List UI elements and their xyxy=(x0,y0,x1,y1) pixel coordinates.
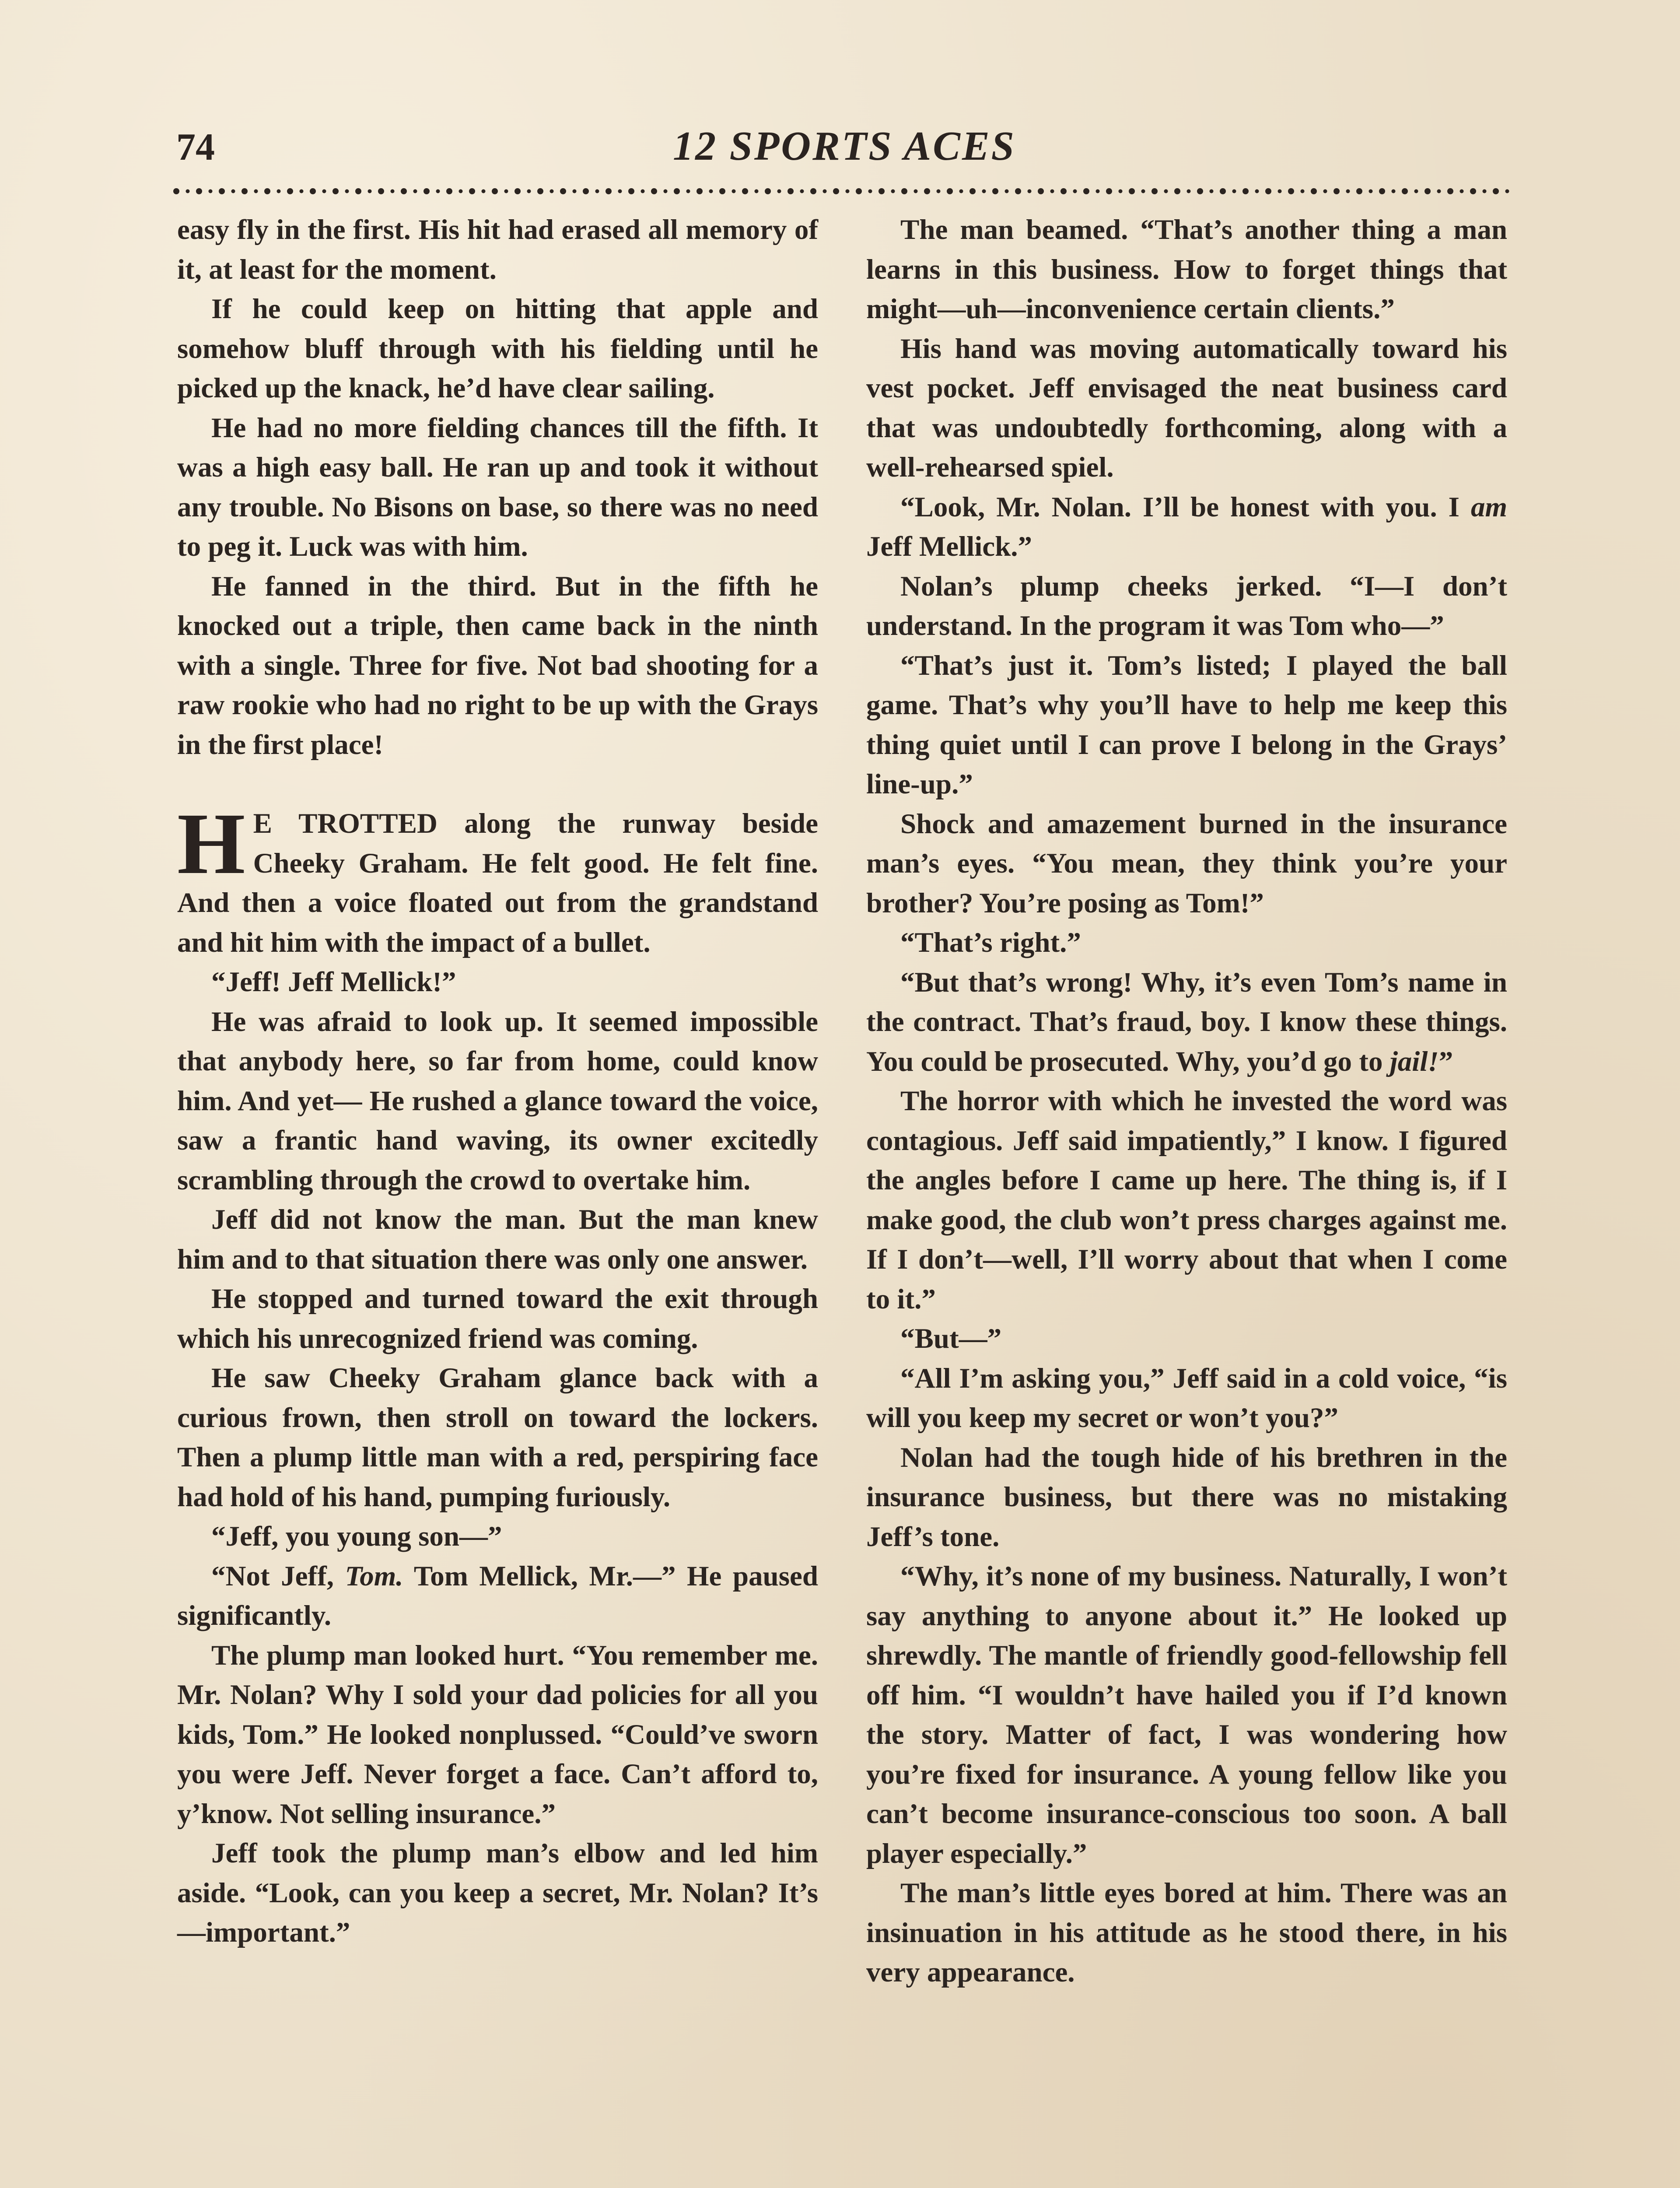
rule-dot xyxy=(696,188,703,194)
rule-dot xyxy=(514,188,521,194)
rule-dot xyxy=(628,188,634,194)
rule-dot xyxy=(1174,188,1180,194)
text-run: Jeff Mellick.” xyxy=(866,531,1032,562)
paragraph: If he could keep on hitting that apple and somehow bluff through with his fielding until he picked up the knack, he’d have clear sailing. xyxy=(177,293,818,404)
paragraph: “Jeff! Jeff Mellick!” xyxy=(211,966,456,998)
rule-dot xyxy=(1265,188,1271,194)
rule-dot xyxy=(300,189,304,193)
rule-dot xyxy=(1414,189,1418,193)
text-run: “But that’s wrong! Why, it’s even Tom’s name in the contract. That’s fraud, boy. I know these things. You could be prosecuted. Why, you’d go to xyxy=(866,966,1507,1077)
header-ornamental-rule xyxy=(173,186,1516,196)
rule-dot xyxy=(1015,188,1021,194)
rule-dot xyxy=(1356,188,1362,194)
rule-dot xyxy=(992,188,998,194)
rule-dot xyxy=(959,189,963,193)
rule-dot xyxy=(209,189,213,193)
rule-dot xyxy=(800,189,804,193)
rule-dot xyxy=(1060,188,1067,194)
rule-dot xyxy=(686,189,690,193)
rule-dot xyxy=(914,189,918,193)
rule-dot xyxy=(1369,189,1373,193)
rule-dot xyxy=(1470,188,1476,194)
rule-dot xyxy=(970,188,976,194)
rule-dot xyxy=(550,189,554,193)
rule-dot xyxy=(1460,189,1464,193)
rule-dot xyxy=(641,189,645,193)
text-run: Tom Mellick, Mr.—” He paused significantly. xyxy=(177,1560,818,1631)
rule-dot xyxy=(674,188,680,194)
paragraph: Shock and amazement burned in the insurance man’s eyes. “You mean, they think you’re your brother? You’re posing as Tom!” xyxy=(866,808,1507,919)
rule-dot xyxy=(459,189,463,193)
rule-dot xyxy=(1005,189,1009,193)
rule-dot xyxy=(1447,188,1453,194)
rule-dot xyxy=(264,188,270,194)
rule-dot xyxy=(277,189,281,193)
rule-dot xyxy=(1311,188,1317,194)
rule-dot xyxy=(1152,188,1158,194)
rule-dot xyxy=(651,188,657,194)
rule-dot xyxy=(1119,189,1123,193)
rule-dot xyxy=(1096,189,1100,193)
rule-dot xyxy=(742,188,748,194)
rule-dot xyxy=(982,189,986,193)
paragraph: He had no more fielding chances till the fifth. It was a high easy ball. He ran up and took it without any trouble. No Bisons on base, so there was no need to peg it. Luck was with him. xyxy=(177,412,818,562)
rule-dot xyxy=(446,188,452,194)
rule-dot xyxy=(1505,189,1509,193)
text-run: “Look, Mr. Nolan. I’ll be honest with you. I xyxy=(900,491,1471,523)
rule-dot xyxy=(1141,189,1145,193)
rule-dot xyxy=(1164,189,1168,193)
rule-dot xyxy=(732,189,736,193)
rule-dot xyxy=(368,189,372,193)
rule-dot xyxy=(937,189,941,193)
rule-dot xyxy=(469,188,475,194)
rule-dot xyxy=(401,188,407,194)
paragraph xyxy=(177,1557,818,1636)
paragraph-text: E TROTTED along the runway beside Cheeky Graham. He felt good. He felt fine. And then a voice floated out from the grandstand and hit him with the impact of a bullet. xyxy=(177,808,818,958)
rule-dot xyxy=(709,189,713,193)
text-run: ” xyxy=(1438,1045,1453,1077)
paragraph: His hand was moving automatically toward his vest pocket. Jeff envisaged the neat business card that was undoubtedly forthcoming, along with a well-rehearsed spiel. xyxy=(866,333,1507,483)
paragraph: He saw Cheeky Graham glance back with a curious frown, then stroll on toward the lockers. Then a plump little man with a red, perspiring face had hold of his hand, pumping furiously. xyxy=(177,1362,818,1513)
rule-dot xyxy=(355,188,361,194)
rule-dot xyxy=(810,188,816,194)
rule-dot xyxy=(777,189,781,193)
paragraph xyxy=(866,963,1507,1082)
rule-dot xyxy=(1050,189,1054,193)
rule-dot xyxy=(1242,188,1249,194)
rule-dot xyxy=(664,189,668,193)
rule-dot xyxy=(310,188,316,194)
rule-dot xyxy=(1220,188,1226,194)
paragraph: The horror with which he invested the word was contagious. Jeff said impatiently,” I know. I figured the angles before I came up here. The thing is, if I make good, the club won’t press charges against me. If I don’t—well, I’ll worry about that when I come to it.” xyxy=(866,1085,1507,1315)
rule-dot xyxy=(1278,189,1282,193)
rule-dot xyxy=(1301,189,1305,193)
rule-dot xyxy=(755,189,759,193)
paragraph: Jeff did not know the man. But the man knew him and to that situation there was only one answer. xyxy=(177,1204,818,1275)
paragraph: He was afraid to look up. It seemed impossible that anybody here, so far from home, could know him. And yet— He rushed a glance toward the voice, saw a frantic hand waving, its owner excitedly scrambling through the crowd to overtake him. xyxy=(177,1006,818,1196)
rule-dot xyxy=(436,189,440,193)
rule-dot xyxy=(878,188,885,194)
rule-dot xyxy=(1334,188,1340,194)
rule-dot xyxy=(1379,188,1385,194)
rule-dot xyxy=(868,189,872,193)
rule-dot xyxy=(1437,189,1441,193)
rule-dot xyxy=(345,189,349,193)
paragraph: “Jeff, you young son—” xyxy=(211,1521,502,1552)
rule-dot xyxy=(595,189,599,193)
rule-dot xyxy=(891,189,895,193)
italic-text-run: am xyxy=(1470,491,1507,523)
section-opening-paragraph xyxy=(177,796,818,962)
paragraph: Jeff took the plump man’s elbow and led him aside. “Look, can you keep a secret, Mr. Nolan? It’s—important.” xyxy=(177,1837,818,1948)
rule-dot xyxy=(1346,189,1350,193)
rule-dot xyxy=(537,188,543,194)
rule-dot xyxy=(1129,188,1135,194)
rule-dot xyxy=(947,188,953,194)
rule-dot xyxy=(1187,189,1191,193)
paragraph: Nolan’s plump cheeks jerked. “I—I don’t understand. In the program it was Tom who—” xyxy=(866,570,1507,642)
rule-dot xyxy=(391,189,395,193)
rule-dot xyxy=(1483,189,1487,193)
rule-dot xyxy=(560,188,566,194)
rule-dot xyxy=(196,188,202,194)
rule-dot xyxy=(332,188,339,194)
rule-dot xyxy=(573,189,577,193)
rule-dot xyxy=(901,188,907,194)
text-column-left xyxy=(177,210,818,1953)
italic-text-run: Tom. xyxy=(345,1560,403,1592)
rule-dot xyxy=(788,188,794,194)
rule-dot xyxy=(924,188,930,194)
page-number: 74 xyxy=(176,126,215,168)
rule-dot xyxy=(1038,188,1044,194)
italic-text-run: jail! xyxy=(1390,1045,1439,1077)
rule-dot xyxy=(186,189,190,193)
rule-dot xyxy=(482,189,486,193)
rule-dot xyxy=(1392,189,1396,193)
paragraph: The man’s little eyes bored at him. There was an insinuation in his attitude as he stood there, in his very appearance. xyxy=(866,1877,1507,1988)
rule-dot xyxy=(1402,188,1408,194)
paragraph: “That’s just it. Tom’s listed; I played the ball game. That’s why you’ll have to help me keep this thing quiet until I can prove I belong in the Grays’ line-up.” xyxy=(866,649,1507,800)
rule-dot xyxy=(242,188,248,194)
rule-dot xyxy=(504,189,508,193)
rule-dot xyxy=(856,188,862,194)
rule-dot xyxy=(1210,189,1214,193)
rule-dot xyxy=(1073,189,1077,193)
text-run: “Not Jeff, xyxy=(211,1560,345,1592)
rule-dot xyxy=(1232,189,1236,193)
rule-dot xyxy=(1288,188,1294,194)
paragraph: “All I’m asking you,” Jeff said in a cold voice, “is will you keep my secret or won’t you?” xyxy=(866,1362,1507,1434)
rule-dot xyxy=(287,188,293,194)
drop-cap: H xyxy=(177,796,245,892)
rule-dot xyxy=(1493,188,1499,194)
rule-dot xyxy=(765,188,771,194)
paragraph: The man beamed. “That’s another thing a man learns in this business. How to forget things that might—uh—inconvenience certain clients.” xyxy=(866,214,1507,325)
paragraph: “But—” xyxy=(900,1323,1002,1354)
paragraph: The plump man looked hurt. “You remember me. Mr. Nolan? Why I sold your dad policies for all you kids, Tom.” He looked nonplussed. “Could’ve sworn you were Jeff. Never forget a face. Can’t afford to, y’know. Not selling insurance.” xyxy=(177,1639,818,1830)
rule-dot xyxy=(1197,188,1203,194)
rule-dot xyxy=(606,188,612,194)
paragraph: Nolan had the tough hide of his brethren in the insurance business, but there was no mistaking Jeff’s tone. xyxy=(866,1441,1507,1553)
rule-dot xyxy=(719,188,725,194)
rule-dot xyxy=(424,188,430,194)
rule-dot xyxy=(1083,188,1089,194)
rule-dot xyxy=(1106,188,1112,194)
rule-dot xyxy=(823,189,827,193)
rule-dot xyxy=(1255,189,1259,193)
rule-dot xyxy=(378,188,384,194)
rule-dot xyxy=(492,188,498,194)
paragraph: He fanned in the third. But in the fifth he knocked out a triple, then came back in the ninth with a single. Three for five. Not bad shooting for a raw rookie who had no right to be up with the Grays in the first place! xyxy=(177,570,818,761)
paragraph: “Why, it’s none of my business. Naturally, I won’t say anything to anyone about it.” He looked up shrewdly. The mantle of friendly good-fellowship fell off him. “I wouldn’t have hailed you if I’d known the story. Matter of fact, I was wondering how you’re fixed for insurance. A young fellow like you can’t become insurance-conscious too soon. A ball player especially.” xyxy=(866,1560,1507,1869)
rule-dot xyxy=(1028,189,1032,193)
text-column-right xyxy=(866,210,1507,1992)
rule-dot xyxy=(322,189,326,193)
rule-dot xyxy=(173,188,179,194)
rule-dot xyxy=(833,188,839,194)
rule-dot xyxy=(219,188,225,194)
rule-dot xyxy=(846,189,850,193)
page-header xyxy=(173,123,1516,179)
paragraph: He stopped and turned toward the exit through which his unrecognized friend was coming. xyxy=(177,1283,818,1354)
magazine-title: 12 SPORTS ACES xyxy=(673,123,1016,169)
rule-dot xyxy=(1323,189,1327,193)
rule-dot xyxy=(1424,188,1431,194)
paragraph: “That’s right.” xyxy=(900,927,1081,958)
rule-dot xyxy=(231,189,235,193)
rule-dot xyxy=(583,188,589,194)
rule-dot xyxy=(413,189,417,193)
paragraph xyxy=(866,487,1507,567)
rule-dot xyxy=(618,189,622,193)
rule-dot xyxy=(254,189,258,193)
rule-dot xyxy=(527,189,531,193)
paragraph: easy fly in the first. His hit had erased all memory of it, at least for the moment. xyxy=(177,214,818,285)
